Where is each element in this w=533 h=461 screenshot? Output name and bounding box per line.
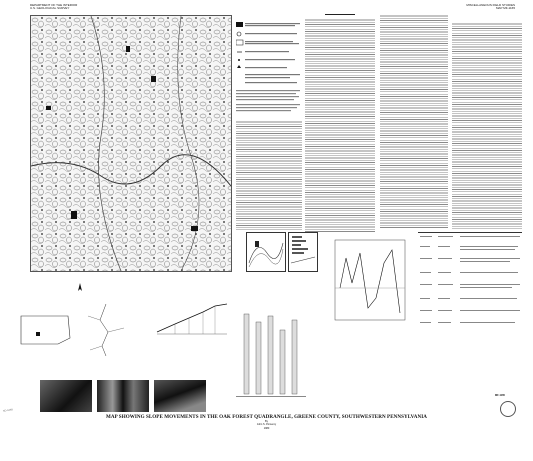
stamp-left: ND-0489 <box>2 408 14 413</box>
agency-line-2: U.S. GEOLOGICAL SURVEY <box>30 6 70 11</box>
text-column-1-lower <box>236 120 302 230</box>
text-column-2 <box>305 14 375 233</box>
author-by: By <box>265 420 268 423</box>
agency-header <box>30 4 77 11</box>
map-title: MAP SHOWING SLOPE MOVEMENTS IN THE OAK FOREST QUADRANGLE, GREENE COUNTY, SOUTHWESTERN PENNSYLVANIA <box>106 414 427 420</box>
index-map-pennsylvania <box>18 308 73 353</box>
block-diagram <box>246 232 286 272</box>
map-legend <box>236 22 302 117</box>
agency-line-1: DEPARTMENT OF THE INTERIOR <box>30 3 78 7</box>
text-column-4 <box>452 22 522 230</box>
stamp-right: MF-1165 <box>495 394 505 397</box>
publication-year: 1980 <box>263 427 270 430</box>
movement-line-graph <box>330 238 408 328</box>
series-line-2: MAP MF-1165 <box>495 6 515 11</box>
series-header <box>455 4 515 11</box>
section-heading-rule <box>325 14 355 15</box>
photo-1 <box>40 380 92 412</box>
series-line-1: MISCELLANEOUS FIELD STUDIES <box>466 3 515 7</box>
columnar-section <box>236 312 308 402</box>
drainage-figure <box>80 302 132 358</box>
author-name: John S. Pomeroy <box>256 423 277 426</box>
geologic-section <box>288 232 318 272</box>
seal-icon <box>500 401 516 417</box>
north-arrow-icon <box>75 280 85 290</box>
photo-2 <box>97 380 149 412</box>
slope-movement-map <box>30 15 232 272</box>
photo-3 <box>154 380 206 412</box>
slope-table <box>418 232 522 332</box>
cross-section-profile <box>155 300 230 338</box>
text-column-3 <box>380 14 448 229</box>
